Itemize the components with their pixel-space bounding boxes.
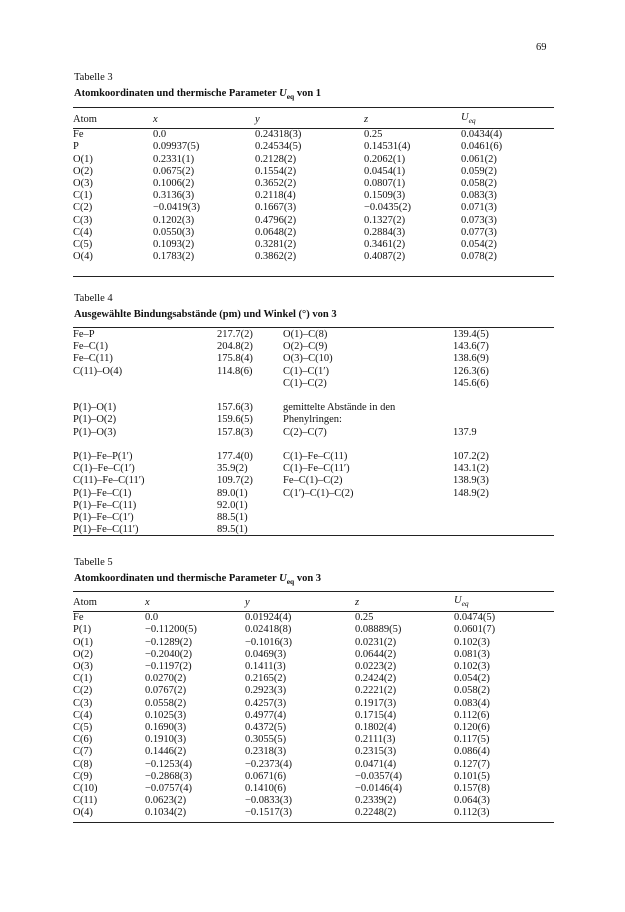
table4-cell: C(11)–O(4) <box>73 365 123 377</box>
table3-cell: 0.0434(4) <box>461 129 503 141</box>
table5-row <box>73 795 554 807</box>
table3-cell: O(3) <box>73 177 93 189</box>
table3-cell: 0.0 <box>153 129 167 141</box>
table5-row <box>73 759 554 771</box>
table5-cell: 0.1715(4) <box>355 709 397 721</box>
table5-number: Tabelle 5 <box>74 557 113 568</box>
table3-row <box>73 154 554 166</box>
table3-header-z: z <box>364 113 369 125</box>
table4-row <box>73 475 554 487</box>
table3-cell: 0.0550(3) <box>153 226 195 238</box>
table5-cell: O(3) <box>73 660 93 672</box>
table5-cell: −0.1253(4) <box>145 758 193 770</box>
table3-cell: 0.3136(3) <box>153 190 195 202</box>
table5-cell: 0.102(3) <box>454 636 490 648</box>
table3-cell: 0.058(2) <box>461 177 497 189</box>
table5-row <box>73 673 554 685</box>
table3-cell: 0.14531(4) <box>364 141 411 153</box>
table3-cell: 0.1783(2) <box>153 251 195 263</box>
table4-cell: 138.6(9) <box>453 353 489 365</box>
table4-cell: 217.7(2) <box>217 329 253 340</box>
table4-cell <box>283 500 453 512</box>
table5-cell: 0.058(2) <box>454 685 490 697</box>
table5-row <box>73 783 554 795</box>
table4-cell: C(1′)–C(1)–C(2) <box>283 487 354 499</box>
table5-cell: −0.2373(4) <box>245 758 293 770</box>
table4-cell: C(1)–Fe–C(1′) <box>73 463 135 475</box>
table3 <box>73 110 554 263</box>
table4-row <box>73 427 554 439</box>
table3-row <box>73 215 554 227</box>
table4-cell: O(2)–C(9) <box>283 341 328 353</box>
table5-cell: 0.120(6) <box>454 721 490 733</box>
table5-cell: 0.1025(3) <box>145 709 187 721</box>
table4-row <box>73 488 554 500</box>
table5-cell: 0.2315(3) <box>355 746 397 758</box>
table4-bottom-rule <box>73 535 554 536</box>
table5-row <box>73 685 554 697</box>
table5-title-symbol: U <box>279 573 287 584</box>
table4-row <box>73 341 554 353</box>
table3-cell: C(1) <box>73 190 93 202</box>
table5-cell: C(9) <box>73 770 93 782</box>
table4-cell: 148.9(2) <box>453 487 489 499</box>
table5-cell: 0.102(3) <box>454 660 490 672</box>
table3-cell: 0.071(3) <box>461 202 497 214</box>
table4-cell: P(1)–Fe–C(11′) <box>73 524 139 536</box>
table3-header-ueq: $U_{eq}$ <box>461 112 476 126</box>
table3-cell: C(3) <box>73 214 93 226</box>
table3-cell: 0.3652(2) <box>255 177 297 189</box>
table5-cell: O(1) <box>73 636 93 648</box>
table5-cell: C(1) <box>73 673 93 685</box>
table5-cell: −0.0146(4) <box>355 782 403 794</box>
table3-cell: 0.1327(2) <box>364 214 406 226</box>
table4-cell: Fe–C(11) <box>73 353 113 365</box>
table5-cell: 0.2221(2) <box>355 685 397 697</box>
table5-cell: 0.2165(2) <box>245 673 287 685</box>
table4-row <box>73 353 554 365</box>
table4-cell: 177.4(0) <box>217 451 253 462</box>
table5-cell: 0.4372(5) <box>245 721 287 733</box>
table4-cell: C(11)–Fe–C(11′) <box>73 475 145 487</box>
table5-cell: 0.117(5) <box>454 734 490 746</box>
table5-cell: O(4) <box>73 807 93 819</box>
table5-cell: −0.1289(2) <box>145 636 193 648</box>
table4-cell: O(1)–C(8) <box>283 329 328 340</box>
table5-row <box>73 624 554 636</box>
table4-cell: 92.0(1) <box>217 499 248 511</box>
table4-spacer-cell <box>73 390 554 402</box>
table5-cell: C(8) <box>73 758 93 770</box>
table4-row <box>73 500 554 512</box>
table3-cell: 0.078(2) <box>461 251 497 263</box>
table3-cell: 0.1667(3) <box>255 202 297 214</box>
table3-row <box>73 166 554 178</box>
table5-cell: 0.1917(3) <box>355 697 397 709</box>
table4-group-spacer <box>73 439 554 451</box>
table4-cell: P(1)–Fe–C(1) <box>73 487 132 499</box>
table4-cell: P(1)–Fe–C(1′) <box>73 512 134 524</box>
table3-cell: C(2) <box>73 202 93 214</box>
table5 <box>73 593 554 820</box>
table3-cell: C(5) <box>73 238 93 250</box>
table5-cell: C(10) <box>73 782 98 794</box>
table4-row <box>73 329 554 341</box>
table4-cell: 137.9 <box>453 426 477 438</box>
table5-row <box>73 722 554 734</box>
table3-header-x: x <box>153 113 158 125</box>
table3-cell: −0.0419(3) <box>153 202 201 214</box>
table5-cell: −0.0757(4) <box>145 782 193 794</box>
table3-cell: 0.2331(1) <box>153 153 195 165</box>
table4-row <box>73 463 554 475</box>
table4-cell: 139.4(5) <box>453 329 489 340</box>
table3-cell: 0.0461(6) <box>461 141 503 153</box>
table5-header-y: y <box>245 596 250 608</box>
table4-cell: P(1)–O(3) <box>73 426 117 438</box>
table3-top-rule <box>73 107 554 108</box>
table5-cell: 0.1802(4) <box>355 721 397 733</box>
table3-title <box>74 88 321 101</box>
table4-spacer-cell <box>73 439 554 451</box>
table5-row <box>73 746 554 758</box>
table3-cell: 0.1509(3) <box>364 190 406 202</box>
table3-title-text: Atomkoordinaten und thermische Parameter <box>74 88 277 99</box>
table3-header-y: y <box>255 113 260 125</box>
table5-cell: C(3) <box>73 697 93 709</box>
table4-row <box>73 451 554 463</box>
table5-cell: C(4) <box>73 709 93 721</box>
table5-row <box>73 637 554 649</box>
table3-row <box>73 141 554 153</box>
table3-cell: 0.083(3) <box>461 190 497 202</box>
table5-header-z: z <box>355 596 360 608</box>
table3-cell: 0.3281(2) <box>255 238 297 250</box>
table4-group-spacer <box>73 390 554 402</box>
table4-row <box>73 512 554 524</box>
table4-title: Ausgewählte Bindungsabstände (pm) und Winkel (°) von 3 <box>74 309 337 320</box>
table4-cell: 89.0(1) <box>217 487 248 499</box>
table3-cell: Fe <box>73 129 84 141</box>
table4-cell: 89.5(1) <box>217 524 248 536</box>
table3-cell: 0.4796(2) <box>255 214 297 226</box>
table5-cell: C(2) <box>73 685 93 697</box>
table5-cell: 0.2339(2) <box>355 795 397 807</box>
table5-cell: 0.054(2) <box>454 673 490 685</box>
table5-cell: −0.0833(3) <box>245 795 293 807</box>
table3-cell: 0.2128(2) <box>255 153 297 165</box>
table5-cell: 0.0644(2) <box>355 648 397 660</box>
table4-cell: 109.7(2) <box>217 475 253 487</box>
table5-cell: 0.086(4) <box>454 746 490 758</box>
table5-cell: C(11) <box>73 795 98 807</box>
table5-title-symbol-sub: eq <box>286 577 295 587</box>
table3-cell: 0.1554(2) <box>255 165 297 177</box>
table5-cell: 0.0558(2) <box>145 697 187 709</box>
table3-cell: 0.24534(5) <box>255 141 302 153</box>
table5-top-rule <box>73 591 554 592</box>
table4-cell: C(1)–C(1′) <box>283 365 330 377</box>
table4-cell: 88.5(1) <box>217 512 248 524</box>
table4-cell <box>217 378 283 390</box>
table3-row <box>73 251 554 263</box>
table5-cell: 0.25 <box>355 612 374 624</box>
table5-cell: −0.2040(2) <box>145 648 193 660</box>
table3-cell: C(4) <box>73 226 93 238</box>
table3-cell: 0.1006(2) <box>153 177 195 189</box>
table4-cell <box>453 500 554 512</box>
table4-cell <box>73 378 217 390</box>
table5-cell: 0.101(5) <box>454 770 490 782</box>
table4-cell: P(1)–Fe–C(11) <box>73 499 137 511</box>
table3-cell: 0.4087(2) <box>364 251 406 263</box>
table3-title-suffix: von 1 <box>296 88 322 99</box>
table5-cell: 0.08889(5) <box>355 624 402 636</box>
table5-title <box>74 573 321 586</box>
table3-number: Tabelle 3 <box>74 72 113 83</box>
table4-top-rule <box>73 327 554 328</box>
table5-cell: 0.4977(4) <box>245 709 287 721</box>
table5-row <box>73 734 554 746</box>
table5-cell: 0.01924(4) <box>245 612 292 624</box>
table3-header-rule <box>73 128 554 129</box>
table3-cell: 0.3862(2) <box>255 251 297 263</box>
table5-bottom-rule <box>73 822 554 823</box>
table4-cell: 138.9(3) <box>453 475 489 487</box>
table4-cell: 114.8(6) <box>217 365 253 377</box>
table3-cell: 0.1093(2) <box>153 238 195 250</box>
table4-cell: 143.1(2) <box>453 463 489 475</box>
table3-cell: 0.24318(3) <box>255 129 302 141</box>
table5-header-rule <box>73 611 554 612</box>
table5-cell: 0.112(6) <box>454 709 490 721</box>
table4-cell: 159.6(5) <box>217 414 253 426</box>
table5-cell: −0.1016(3) <box>245 636 293 648</box>
table5-cell: 0.112(3) <box>454 807 490 819</box>
table5-cell: 0.083(4) <box>454 697 490 709</box>
table5-cell: 0.1910(3) <box>145 734 187 746</box>
table5-cell: C(5) <box>73 721 93 733</box>
table4-cell: P(1)–O(2) <box>73 414 117 426</box>
table4-row <box>73 366 554 378</box>
table4-cell: 107.2(2) <box>453 451 489 462</box>
table5-cell: O(2) <box>73 648 93 660</box>
table5-cell: −0.11200(5) <box>145 624 197 636</box>
table3-cell: 0.061(2) <box>461 153 497 165</box>
table4-cell <box>453 414 554 426</box>
table3-cell: 0.054(2) <box>461 238 497 250</box>
table5-row <box>73 710 554 722</box>
table4-cell: 35.9(2) <box>217 463 248 475</box>
table5-cell: −0.2868(3) <box>145 770 193 782</box>
table5-cell: 0.0474(5) <box>454 612 496 624</box>
table5-cell: −0.1197(2) <box>145 660 192 672</box>
table5-cell: 0.1410(6) <box>245 782 287 794</box>
table4-cell: Fe–C(1)–C(2) <box>283 475 343 487</box>
table5-cell: −0.1517(3) <box>245 807 293 819</box>
table3-cell: O(1) <box>73 153 93 165</box>
table3-cell: 0.0675(2) <box>153 165 195 177</box>
table5-cell: 0.081(3) <box>454 648 490 660</box>
table5-cell: 0.02418(8) <box>245 624 292 636</box>
table5-cell: 0.064(3) <box>454 795 490 807</box>
table3-cell: 0.2062(1) <box>364 153 406 165</box>
table5-row <box>73 807 554 819</box>
table5-row <box>73 649 554 661</box>
table5-cell: −0.0357(4) <box>355 770 403 782</box>
table5-cell: 0.0767(2) <box>145 685 187 697</box>
table5-row <box>73 661 554 673</box>
table3-header-row <box>73 110 554 129</box>
table3-cell: −0.0435(2) <box>364 202 412 214</box>
table5-cell: 0.127(7) <box>454 758 490 770</box>
table3-cell: 0.0648(2) <box>255 226 297 238</box>
table5-title-text: Atomkoordinaten und thermische Parameter <box>74 573 277 584</box>
table3-cell: 0.077(3) <box>461 226 497 238</box>
table5-cell: Fe <box>73 612 84 624</box>
table4-cell: 204.8(2) <box>217 341 253 353</box>
table5-cell: 0.0623(2) <box>145 795 187 807</box>
table4-row <box>73 378 554 390</box>
table4-cell: 175.8(4) <box>217 353 253 365</box>
table3-bottom-rule <box>73 276 554 277</box>
table4-cell: C(2)–C(7) <box>283 426 327 438</box>
table3-cell: O(2) <box>73 165 93 177</box>
table3-row <box>73 190 554 202</box>
table4-cell: Phenylringen: <box>283 414 342 426</box>
table5-cell: P(1) <box>73 624 92 636</box>
table5-cell: 0.157(8) <box>454 782 490 794</box>
table5-cell: 0.2318(3) <box>245 746 287 758</box>
table3-cell: 0.3461(2) <box>364 238 406 250</box>
table5-cell: 0.0270(2) <box>145 673 187 685</box>
table5-cell: 0.2248(2) <box>355 807 397 819</box>
table5-cell: 0.2424(2) <box>355 673 397 685</box>
table4-cell: 126.3(6) <box>453 365 489 377</box>
table5-cell: 0.4257(3) <box>245 697 287 709</box>
table3-row <box>73 227 554 239</box>
table5-cell: 0.0469(3) <box>245 648 287 660</box>
table3-row <box>73 239 554 251</box>
table4-cell: P(1)–O(1) <box>73 402 117 414</box>
table3-title-symbol-sub: eq <box>286 92 295 102</box>
table4-number: Tabelle 4 <box>74 293 113 304</box>
table3-title-symbol: U <box>279 88 287 99</box>
table3-cell: 0.2884(3) <box>364 226 406 238</box>
table4-row <box>73 402 554 414</box>
table5-header-row <box>73 593 554 612</box>
table4-cell: Fe–P <box>73 329 95 340</box>
table4-cell: 145.6(6) <box>453 377 489 389</box>
table4-cell <box>453 402 554 414</box>
table5-title-suffix: von 3 <box>296 573 322 584</box>
table3-cell: O(4) <box>73 251 93 263</box>
table4-cell: 143.6(7) <box>453 341 489 353</box>
table5-cell: 0.0471(4) <box>355 758 397 770</box>
table5-cell: C(7) <box>73 746 93 758</box>
table5-header-ueq: $U_{eq}$ <box>454 595 469 609</box>
table5-cell: 0.1411(3) <box>245 660 286 672</box>
table3-cell: P <box>73 141 79 153</box>
table5-cell: 0.0 <box>145 612 159 624</box>
table5-cell: 0.1690(3) <box>145 721 187 733</box>
table4-cell: gemittelte Abstände in den <box>283 402 396 414</box>
table3-cell: 0.0807(1) <box>364 177 406 189</box>
table3-cell: 0.059(2) <box>461 165 497 177</box>
table3-cell: 0.2118(4) <box>255 190 296 202</box>
table5-cell: 0.3055(5) <box>245 734 287 746</box>
table5-cell: 0.0231(2) <box>355 636 397 648</box>
table5-row <box>73 612 554 624</box>
table4-cell: Fe–C(1) <box>73 341 108 353</box>
table4-cell <box>283 512 453 524</box>
table4-cell <box>453 512 554 524</box>
table3-cell: 0.1202(3) <box>153 214 195 226</box>
table5-row <box>73 698 554 710</box>
table5-header-x: x <box>145 596 150 608</box>
table3-header-atom: Atom <box>73 113 97 125</box>
table5-cell: 0.2111(3) <box>355 734 396 746</box>
table4-cell: P(1)–Fe–P(1′) <box>73 451 133 462</box>
table5-cell: 0.1446(2) <box>145 746 187 758</box>
table3-cell: 0.25 <box>364 129 383 141</box>
table4-cell: C(1)–Fe–C(11′) <box>283 463 350 475</box>
table4-cell: O(3)–C(10) <box>283 353 333 365</box>
table3-cell: 0.09937(5) <box>153 141 200 153</box>
table4-cell: 157.6(3) <box>217 402 253 414</box>
table4-row <box>73 414 554 426</box>
table4-cell: 157.8(3) <box>217 426 253 438</box>
table4-cell: C(1)–C(2) <box>283 377 327 389</box>
page-number: 69 <box>536 42 547 53</box>
table5-cell: 0.0671(6) <box>245 770 287 782</box>
table4 <box>73 329 554 536</box>
table5-cell: 0.0601(7) <box>454 624 496 636</box>
table5-cell: 0.2923(3) <box>245 685 287 697</box>
table3-row <box>73 178 554 190</box>
table5-row <box>73 771 554 783</box>
table5-header-atom: Atom <box>73 596 97 608</box>
table3-row <box>73 202 554 214</box>
table5-cell: C(6) <box>73 734 93 746</box>
table3-row <box>73 129 554 141</box>
table3-cell: 0.073(3) <box>461 214 497 226</box>
table5-cell: 0.1034(2) <box>145 807 187 819</box>
table4-cell: C(1)–Fe–C(11) <box>283 451 348 462</box>
table3-cell: 0.0454(1) <box>364 165 406 177</box>
table5-cell: 0.0223(2) <box>355 660 397 672</box>
